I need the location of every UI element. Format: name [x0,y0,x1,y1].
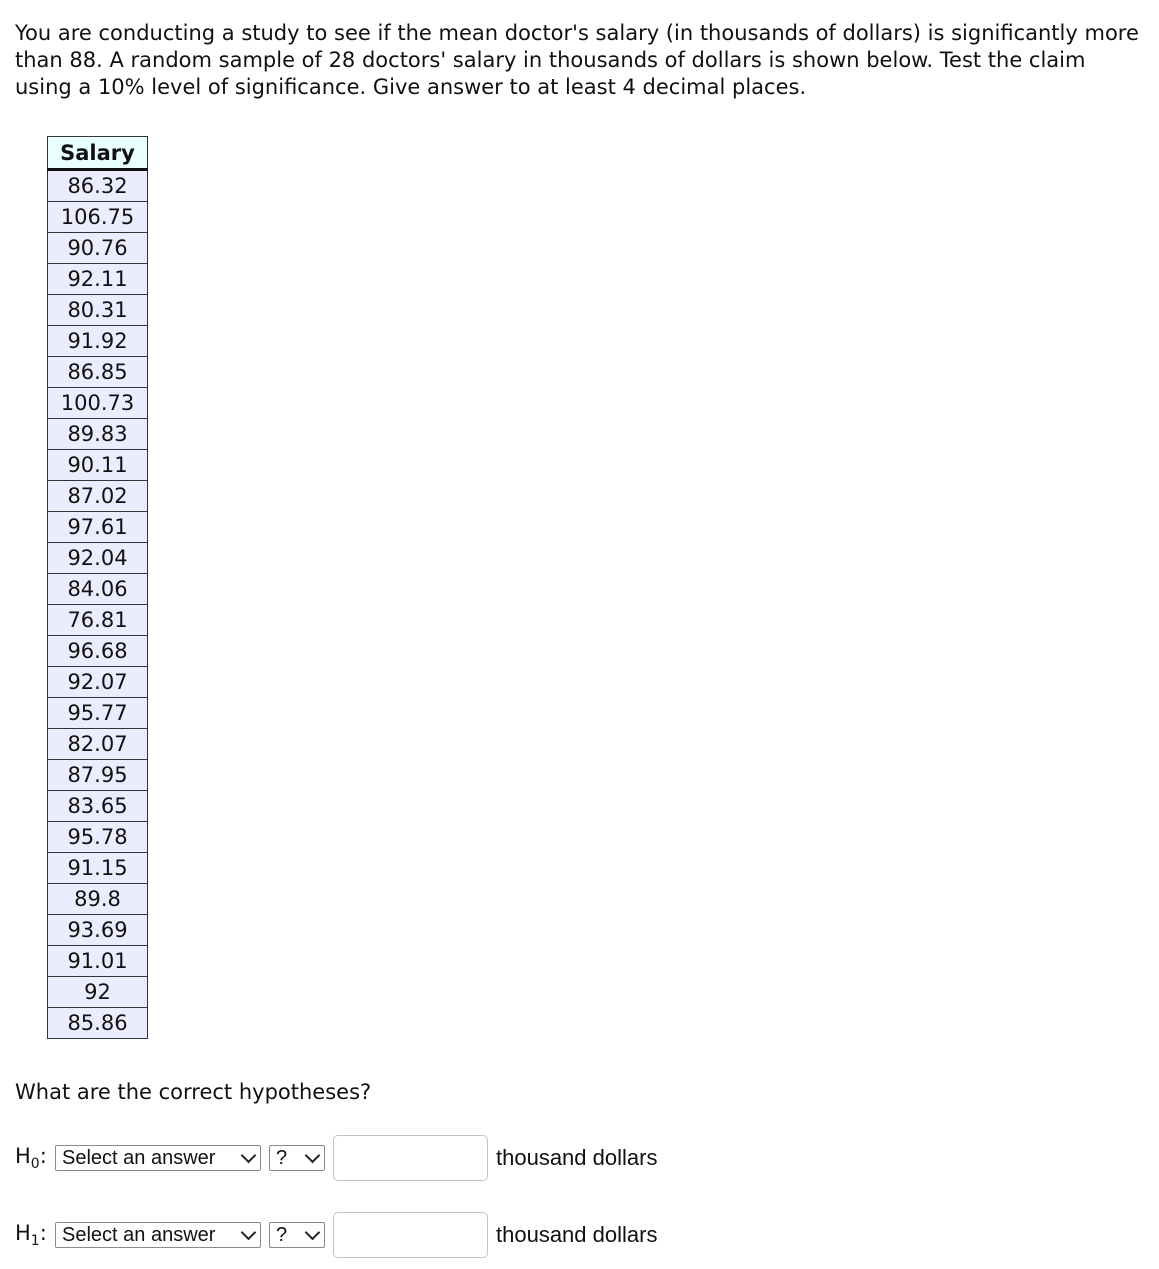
alternative-hypothesis-row [15,1212,657,1258]
salary-cell: 92.11 [48,264,148,295]
salary-cell: 92.04 [48,543,148,574]
salary-cell: 89.83 [48,419,148,450]
null-hypothesis-unit: thousand dollars [496,1145,658,1170]
salary-cell: 95.77 [48,698,148,729]
salary-cell: 86.32 [48,170,148,202]
salary-cell: 87.95 [48,760,148,791]
salary-cell: 80.31 [48,295,148,326]
alternative-hypothesis-operator-select[interactable]: ? [269,1222,325,1248]
salary-cell: 95.78 [48,822,148,853]
chevron-down-icon [305,1224,321,1240]
alternative-hypothesis-value-input[interactable] [333,1212,488,1258]
null-hypothesis-value-input[interactable] [333,1135,488,1181]
salary-cell: 89.8 [48,884,148,915]
alternative-hypothesis-label: $H_1$: [15,1220,47,1250]
salary-cell: 100.73 [48,388,148,419]
alternative-hypothesis-parameter-select[interactable]: Select an answer [55,1222,261,1248]
salary-cell: 106.75 [48,202,148,233]
salary-cell: 87.02 [48,481,148,512]
salary-cell: 91.15 [48,853,148,884]
salary-cell: 90.76 [48,233,148,264]
chevron-down-icon [305,1147,321,1163]
salary-cell: 91.92 [48,326,148,357]
salary-cell: 83.65 [48,791,148,822]
null-hypothesis-label: $H_0$: [15,1143,47,1173]
salary-cell: 82.07 [48,729,148,760]
alternative-hypothesis-unit: thousand dollars [496,1222,658,1247]
salary-cell: 84.06 [48,574,148,605]
salary-cell: 86.85 [48,357,148,388]
salary-table [47,136,148,1039]
salary-cell: 97.61 [48,512,148,543]
salary-cell: 90.11 [48,450,148,481]
null-hypothesis-operator-select[interactable]: ? [269,1145,325,1171]
salary-cell: 85.86 [48,1008,148,1039]
salary-cell: 93.69 [48,915,148,946]
salary-cell: 96.68 [48,636,148,667]
salary-cell: 92.07 [48,667,148,698]
salary-cell: 91.01 [48,946,148,977]
hypotheses-prompt: What are the correct hypotheses? [15,1080,372,1104]
salary-cell: 76.81 [48,605,148,636]
question-text: You are conducting a study to see if the mean doctor's salary (in thousands of dollars) is significantly more than 88. A random sample of 28 doctors' salary in thousands of dollars is shown below. Test the claim using a 10% level of significance. Give answer to at least 4 decimal places. [15,21,1139,99]
salary-column-header: Salary [48,137,148,170]
null-hypothesis-row [15,1135,657,1181]
salary-cell: 92 [48,977,148,1008]
null-hypothesis-parameter-select[interactable]: Select an answer [55,1145,261,1171]
chevron-down-icon [241,1147,257,1163]
chevron-down-icon [241,1224,257,1240]
